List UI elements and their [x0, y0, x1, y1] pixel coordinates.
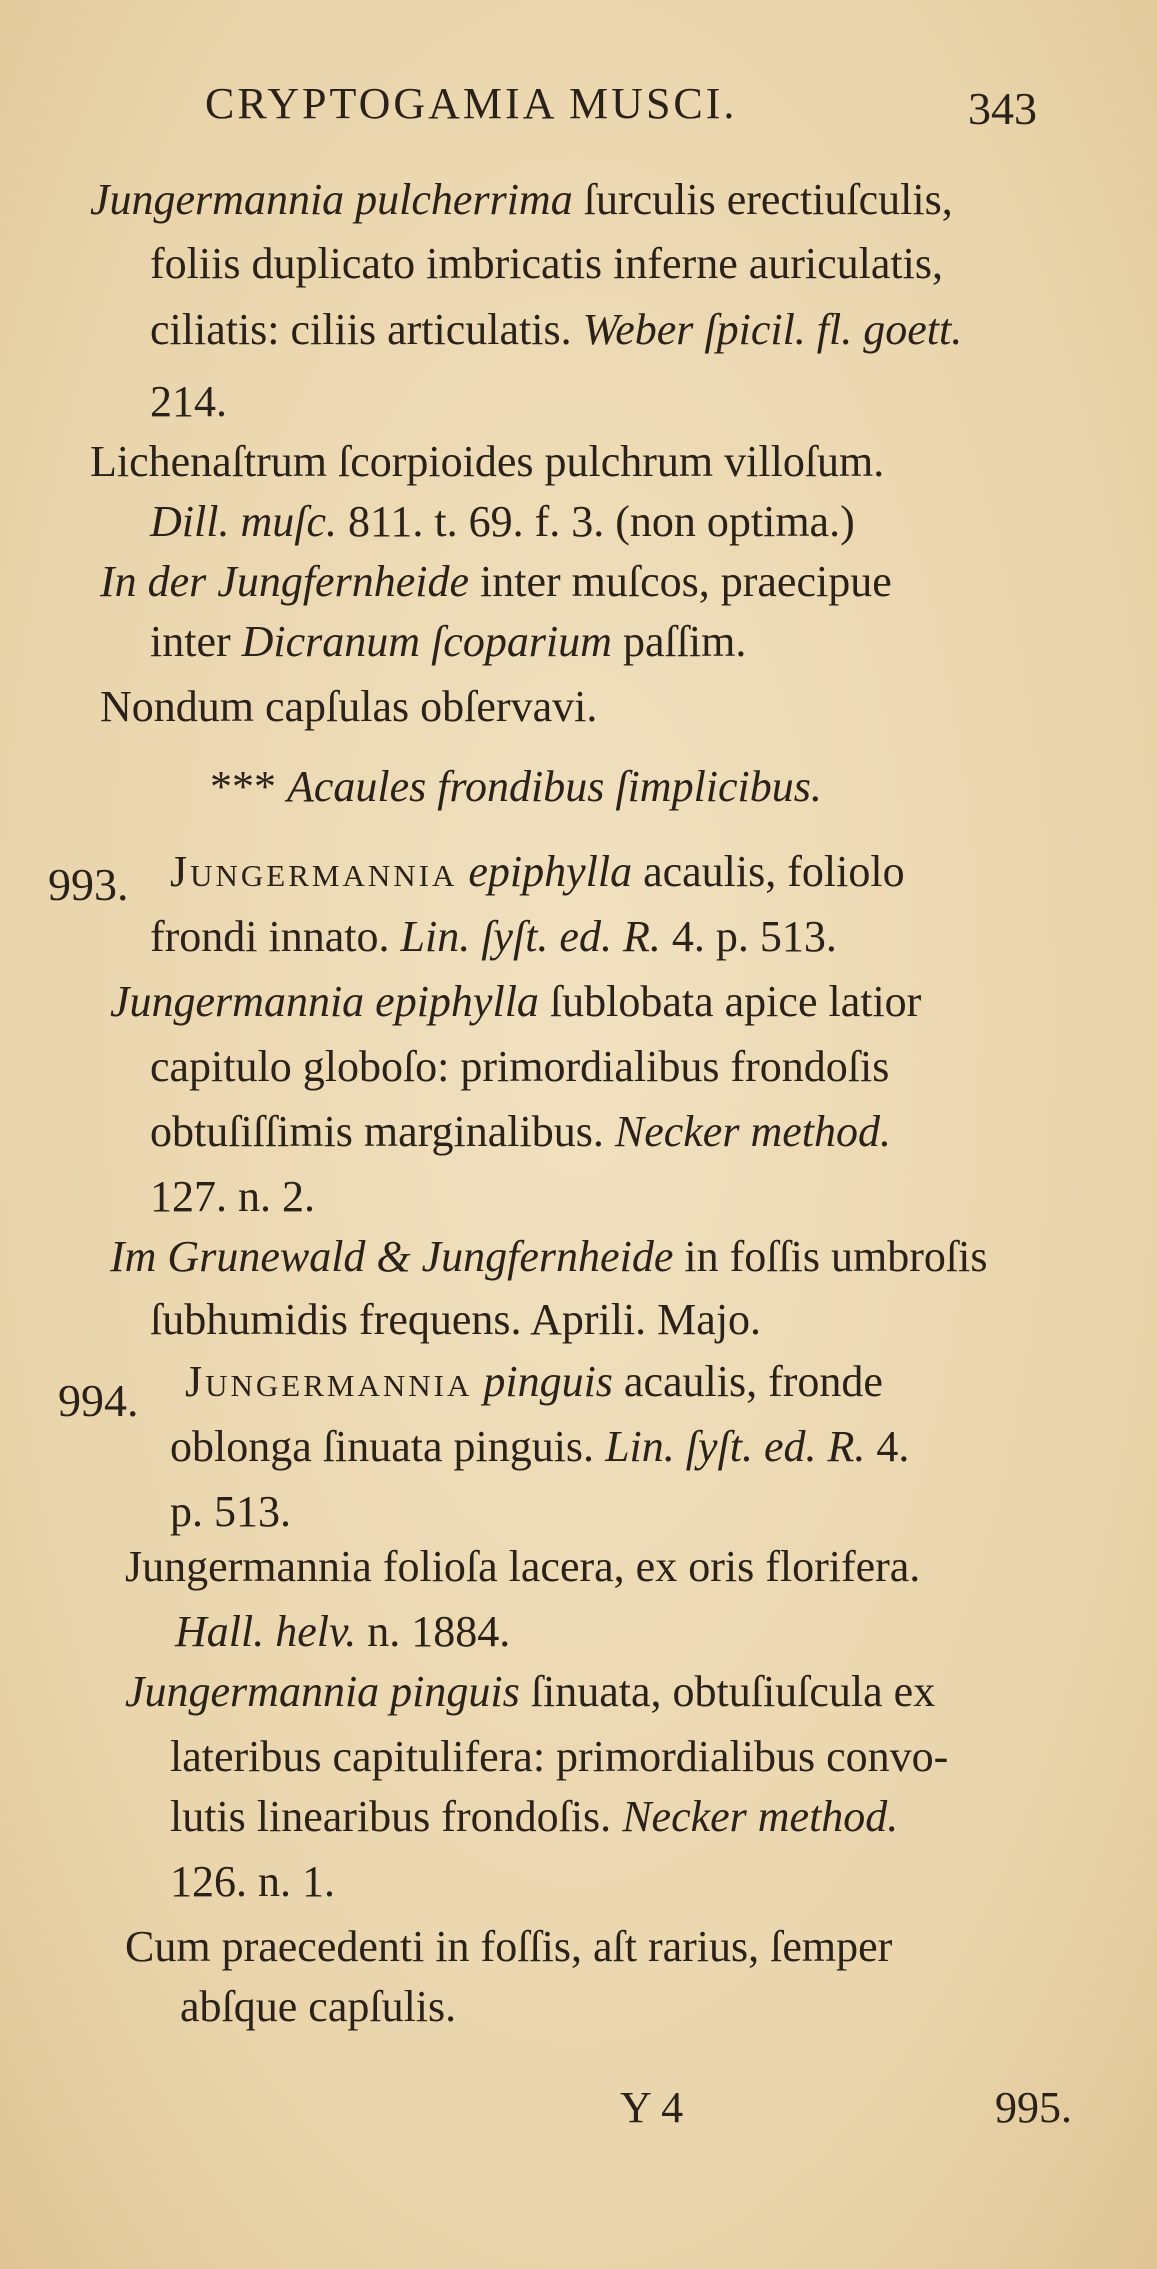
text-segment: Jungermannia pinguis — [125, 1667, 520, 1716]
text-segment: ſinuata, obtuſiuſcula ex — [519, 1667, 936, 1716]
text-segment: Lin. ſyſt. ed. R. — [400, 912, 661, 961]
text-segment — [457, 847, 468, 896]
text-segment: 214. — [150, 377, 227, 426]
text-line — [170, 1487, 291, 1536]
text-line — [150, 1295, 762, 1344]
text-segment: Cum praecedenti in foſſis, aſt rarius, ſemper — [125, 1922, 893, 1971]
text-line — [185, 1357, 883, 1406]
text-segment: epiphylla — [468, 847, 633, 896]
text-segment: inter — [150, 617, 242, 666]
text-segment: obtuſiſſimis marginalibus. — [150, 1107, 615, 1156]
text-segment: ſublobata apice latior — [538, 977, 922, 1026]
text-line — [150, 1107, 891, 1156]
entry-number-994: 994. — [58, 1375, 139, 1426]
text-line — [125, 1667, 936, 1716]
text-segment: Acaules frondibus ſimplicibus. — [287, 762, 822, 811]
text-segment: Dill. muſc. — [150, 497, 337, 546]
text-line — [150, 1172, 315, 1221]
text-segment: acaulis, foliolo — [632, 847, 905, 896]
text-segment — [472, 1357, 483, 1406]
text-segment: p. 513. — [170, 1487, 291, 1536]
page-number: 343 — [968, 83, 1037, 134]
text-line — [150, 497, 855, 546]
text-segment: paſſim. — [611, 617, 747, 666]
text-segment: frondi innato. — [150, 912, 401, 961]
text-segment: in foſſis umbroſis — [673, 1232, 988, 1281]
text-line — [175, 1607, 511, 1656]
text-segment: Lin. ſyſt. ed. R. — [605, 1422, 866, 1471]
text-segment: *** — [210, 762, 287, 811]
text-line — [100, 682, 598, 731]
running-head: CRYPTOGAMIA MUSCI. — [205, 79, 738, 128]
text-segment: 126. n. 1. — [170, 1857, 335, 1906]
text-segment: capitulo globoſo: primordialibus frondoſis — [150, 1042, 890, 1091]
text-line — [150, 305, 963, 354]
text-segment: Necker method. — [622, 1792, 899, 1841]
text-segment: Jungermannia epiphylla — [110, 977, 539, 1026]
text-segment: Weber ſpicil. fl. goett. — [582, 305, 963, 354]
text-segment: acaulis, fronde — [612, 1357, 883, 1406]
text-segment: inter muſcos, praecipue — [469, 557, 892, 606]
text-segment: Jungermannia folioſa lacera, ex oris florifera. — [125, 1542, 921, 1591]
text-segment: n. 1884. — [356, 1607, 511, 1656]
text-line — [90, 437, 885, 486]
text-line — [170, 847, 905, 896]
text-segment: Jungermannia — [170, 847, 458, 896]
text-line — [210, 762, 822, 811]
text-line — [180, 1982, 457, 2031]
text-segment: pinguis — [483, 1357, 613, 1406]
text-segment: Dicranum ſcoparium — [241, 617, 612, 666]
text-line — [110, 1232, 988, 1281]
text-segment: Nondum capſulas obſervavi. — [100, 682, 598, 731]
text-line — [110, 977, 922, 1026]
text-segment: Im Grunewald & Jungfernheide — [110, 1232, 674, 1281]
text-segment: Jungermannia — [185, 1357, 473, 1406]
text-line — [170, 1422, 910, 1471]
text-line — [150, 239, 943, 288]
text-segment: Jungermannia pulcherrima — [90, 175, 573, 224]
text-segment: ciliatis: ciliis articulatis. — [150, 305, 583, 354]
text-line — [100, 557, 892, 606]
signature-mark: Y 4 — [620, 2083, 684, 2132]
text-segment: abſque capſulis. — [180, 1982, 457, 2031]
text-segment: ſurculis erectiuſculis, — [572, 175, 953, 224]
text-segment: foliis duplicato imbricatis inferne auriculatis, — [150, 239, 943, 288]
text-segment: Lichenaſtrum ſcorpioides pulchrum villoſum. — [90, 437, 885, 486]
text-line — [150, 377, 227, 426]
text-segment: oblonga ſinuata pinguis. — [170, 1422, 606, 1471]
text-segment: Hall. helv. — [175, 1607, 357, 1656]
catchword: 995. — [995, 2083, 1072, 2132]
text-segment: 4. p. 513. — [660, 912, 837, 961]
text-segment: ſubhumidis frequens. Aprili. Majo. — [150, 1295, 762, 1344]
text-segment: In der Jungfernheide — [100, 557, 469, 606]
text-segment: Necker method. — [614, 1107, 891, 1156]
text-segment: 127. n. 2. — [150, 1172, 315, 1221]
text-line — [150, 1042, 890, 1091]
text-line — [150, 617, 747, 666]
text-line — [170, 1732, 949, 1781]
text-line — [125, 1922, 893, 1971]
text-segment: lutis linearibus frondoſis. — [170, 1792, 623, 1841]
text-line — [170, 1792, 899, 1841]
text-segment: lateribus capitulifera: primordialibus convo- — [170, 1732, 949, 1781]
text-line — [170, 1857, 335, 1906]
text-line — [150, 912, 837, 961]
text-line — [90, 175, 953, 224]
text-segment: 4. — [865, 1422, 910, 1471]
text-segment: 811. t. 69. f. 3. (non optima.) — [336, 497, 855, 546]
entry-number-993: 993. — [48, 859, 129, 910]
text-line — [125, 1542, 921, 1591]
